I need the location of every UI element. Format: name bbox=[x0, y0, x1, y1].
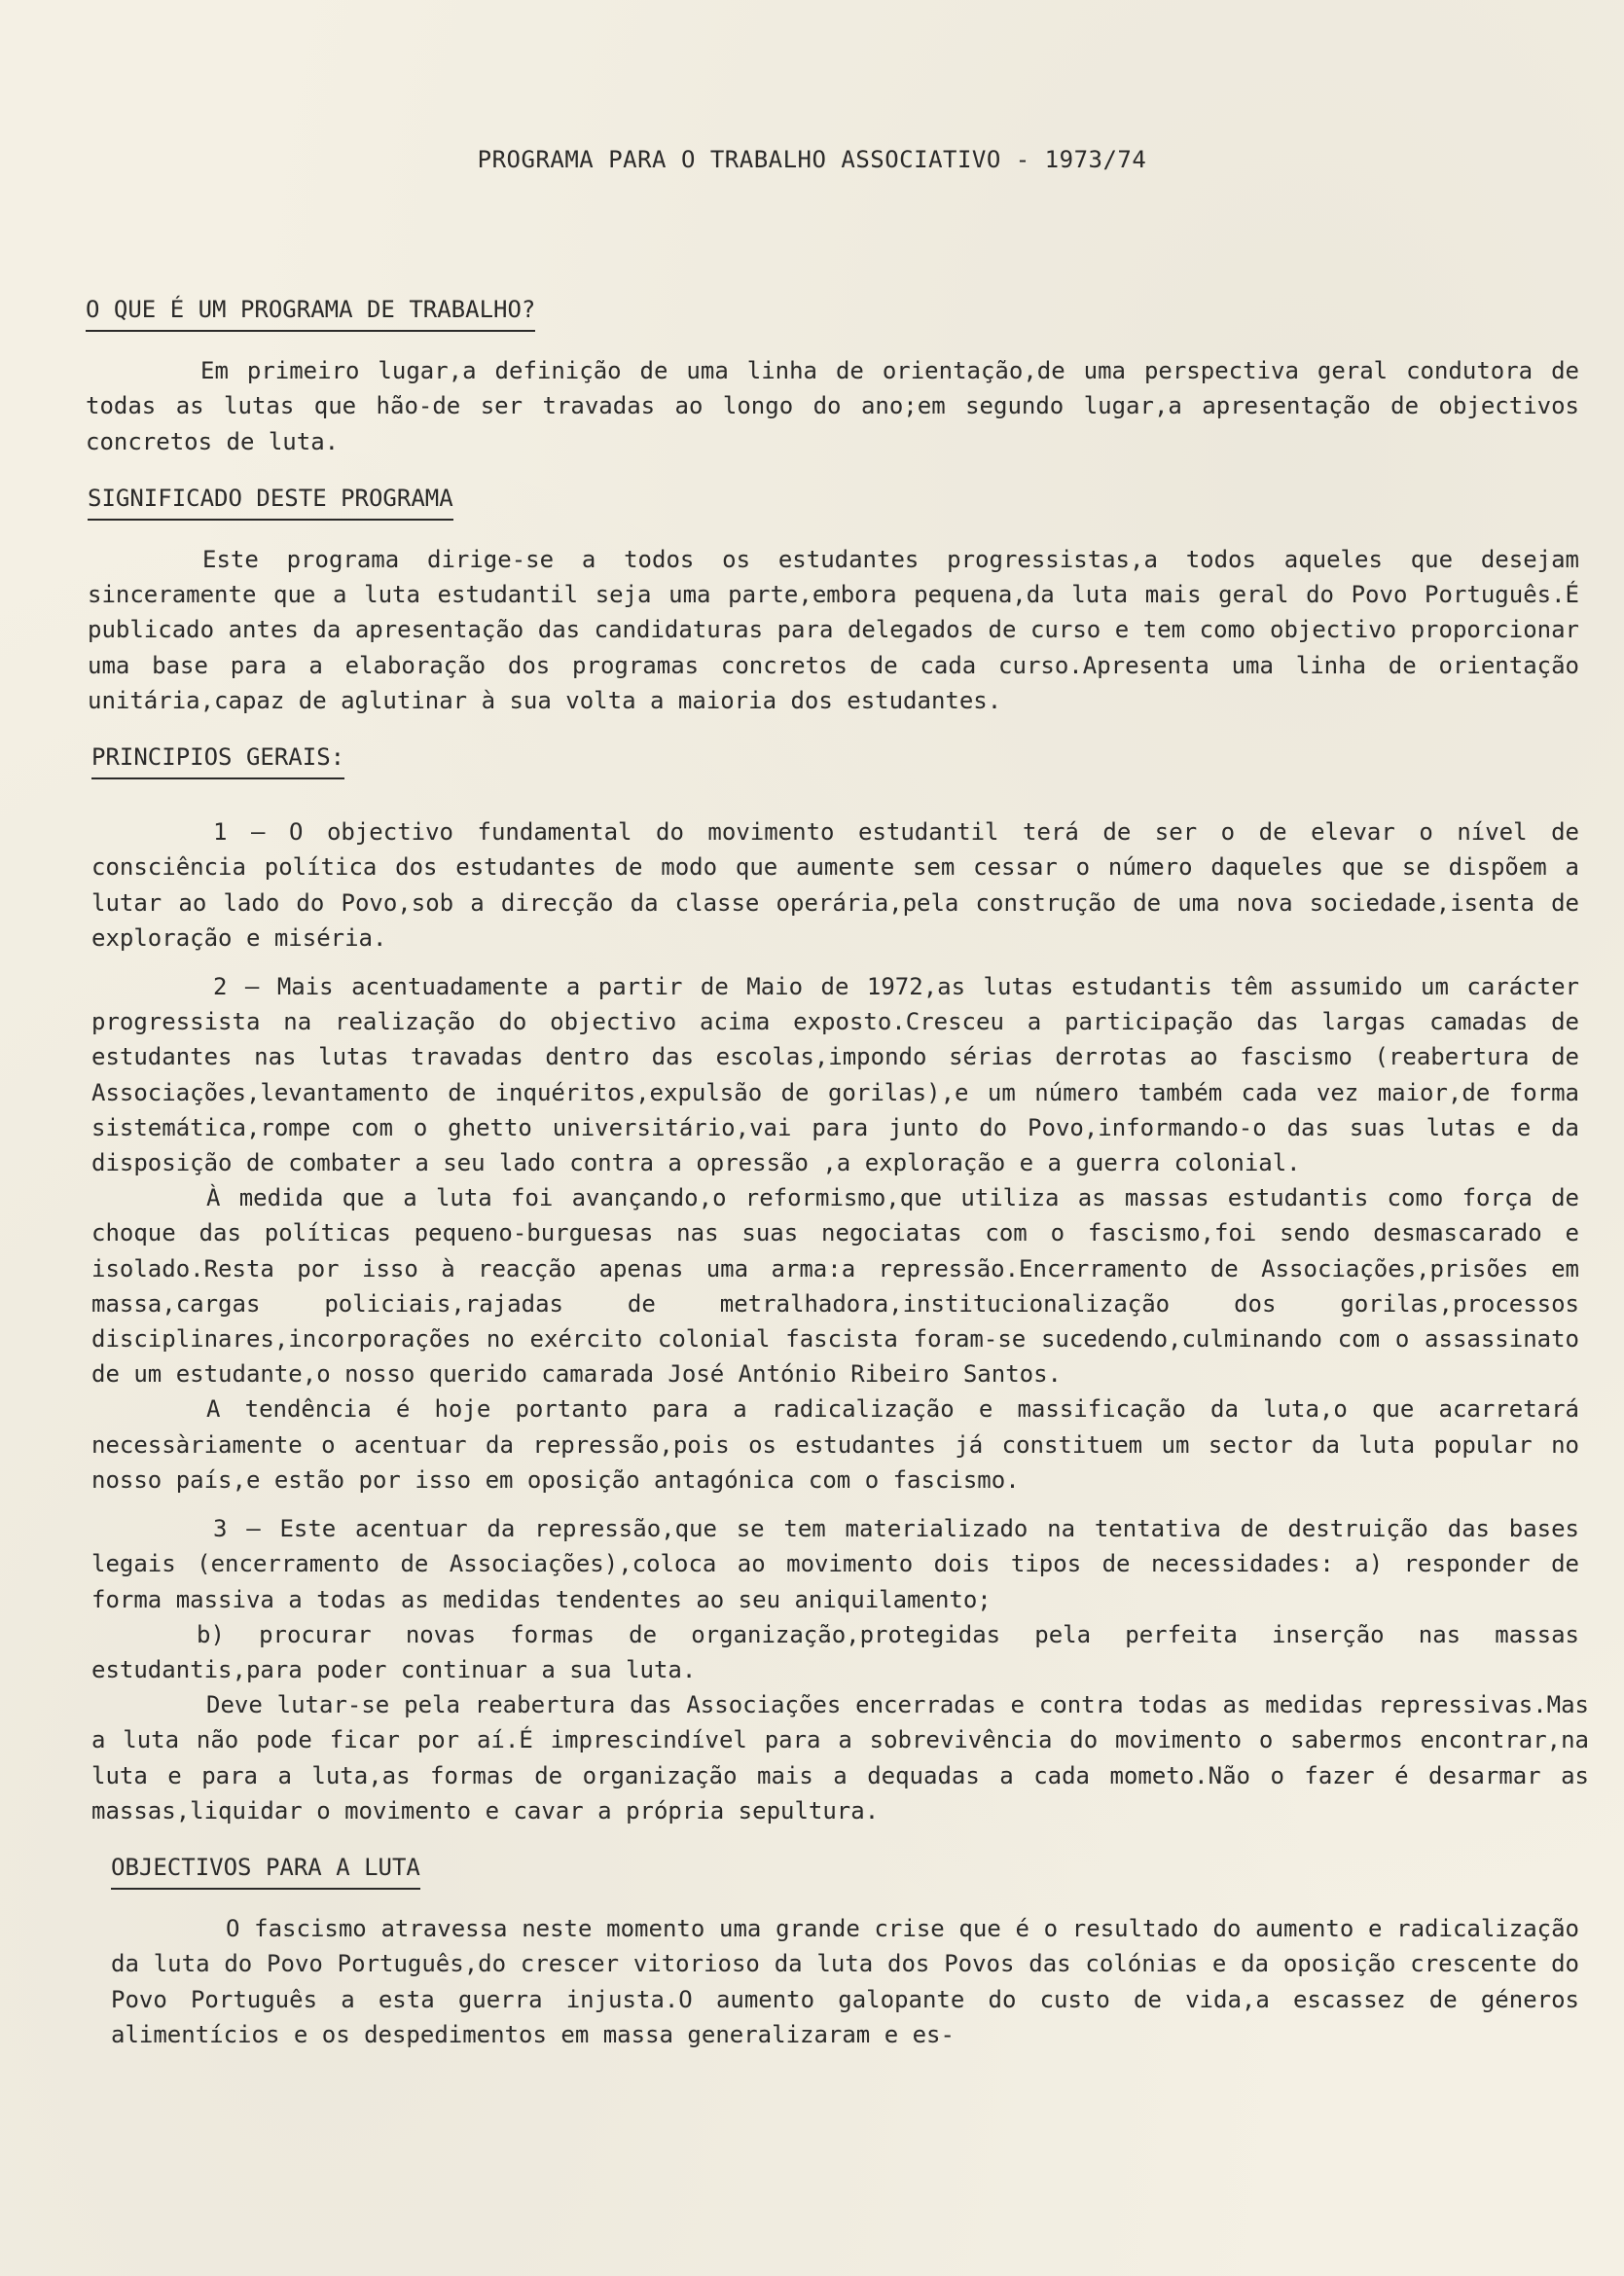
document-title: PROGRAMA PARA O TRABALHO ASSOCIATIVO - 1973/74 bbox=[477, 146, 1147, 173]
paragraph: Em primeiro lugar,a definição de uma linha de orientação,de uma perspectiva geral condutora de todas as lutas que hão-de ser travadas ao longo do ano;em segundo lugar,a apresentação de objectivos concretos de luta. bbox=[86, 357, 1579, 455]
paragraph: À medida que a luta foi avançando,o reformismo,que utiliza as massas estudantis como força de choque das políticas pequeno-burguesas nas suas negociatas com o fascismo,foi sendo desmascarado e isolado.Resta por isso à reacção apenas uma arma:a repressão.Encerramento de Associações,prisões em massa,cargas policiais,rajadas de metralhadora,institucionalização dos gorilas,processos disciplinares,incorporações no exército colonial fascista foram-se sucedendo,culminando com o assassinato de um estudante,o nosso querido camarada José António Ribeiro Santos. bbox=[91, 1184, 1579, 1389]
paragraph: A tendência é hoje portanto para a radicalização e massificação da luta,o que acarretará necessàriamente o acentuar da repressão,pois os estudantes já constituem um sector da luta popular no nosso país,e estão por isso em oposição antagónica com o fascismo. bbox=[91, 1395, 1579, 1494]
section-heading: SIGNIFICADO DESTE PROGRAMA bbox=[88, 481, 453, 521]
paragraph: Deve lutar-se pela reabertura das Associações encerradas e contra todas as medidas repressivas.Mas a luta não pode ficar por aí.É imprescindível para a sobrevivência do movimento o sabermos encontrar,na luta e para a luta,as formas de organização mais a dequadas a cada mometo.Não o fazer é desarmar as massas,liquidar o movimento e cavar a própria sepultura. bbox=[91, 1691, 1589, 1824]
section-general-principles bbox=[91, 740, 1589, 1828]
section-heading: PRINCIPIOS GERAIS: bbox=[91, 740, 344, 779]
section-significance bbox=[88, 481, 1579, 718]
paragraph: O fascismo atravessa neste momento uma grande crise que é o resultado do aumento e radicalização da luta do Povo Português,do crescer vitorioso da luta dos Povos das colónias e da oposição crescente do Povo Português a esta guerra injusta.O aumento galopante do custo de vida,a escassez de géneros alimentícios e os despedimentos em massa generalizaram e es- bbox=[111, 1915, 1579, 2048]
section-what-is-program bbox=[86, 292, 1579, 459]
section-heading: O QUE É UM PROGRAMA DE TRABALHO? bbox=[86, 292, 535, 332]
section-objectives bbox=[111, 1850, 1579, 2052]
paragraph: Este programa dirige-se a todos os estudantes progressistas,a todos aqueles que desejam sinceramente que a luta estudantil seja uma parte,embora pequena,da luta mais geral do Povo Português.É publicado antes da apresentação das candidaturas para delegados de curso e tem como objectivo proporcionar uma base para a elaboração dos programas concretos de cada curso.Apresenta uma linha de orientação unitária,capaz de aglutinar à sua volta a maioria dos estudantes. bbox=[88, 546, 1579, 714]
section-heading: OBJECTIVOS PARA A LUTA bbox=[111, 1850, 420, 1890]
document-body bbox=[86, 292, 1589, 2052]
principle-2: 2 — Mais acentuadamente a partir de Maio de 1972,as lutas estudantis têm assumido um carácter progressista na realização do objectivo acima exposto.Cresceu a participação das largas camadas de estudantes nas lutas travadas dentro das escolas,impondo sérias derrotas ao fascismo (reabertura de Associações,levantamento de inquéritos,expulsão de gorilas),e um número também cada vez maior,de forma sistemática,rompe com o ghetto universitário,vai para junto do Povo,informando-o das suas lutas e da disposição de combater a seu lado contra a opressão ,a exploração e a guerra colonial. bbox=[91, 973, 1579, 1177]
principle-3: 3 — Este acentuar da repressão,que se tem materializado na tentativa de destruição das bases legais (encerramento de Associações),coloca ao movimento dois tipos de necessidades: a) responder de forma massiva a todas as medidas tendentes ao seu aniquilamento; bbox=[91, 1515, 1579, 1613]
principle-3-b: b) procurar novas formas de organização,protegidas pela perfeita inserção nas massas estudantis,para poder continuar a sua luta. bbox=[91, 1620, 1579, 1683]
principle-1: 1 — O objectivo fundamental do movimento estudantil terá de ser o de elevar o nível de consciência política dos estudantes de modo que aumente sem cessar o número daqueles que se dispõem a lutar ao lado do Povo,sob a direcção da classe operária,pela construção de uma nova sociedade,isenta de exploração e miséria. bbox=[91, 818, 1579, 952]
